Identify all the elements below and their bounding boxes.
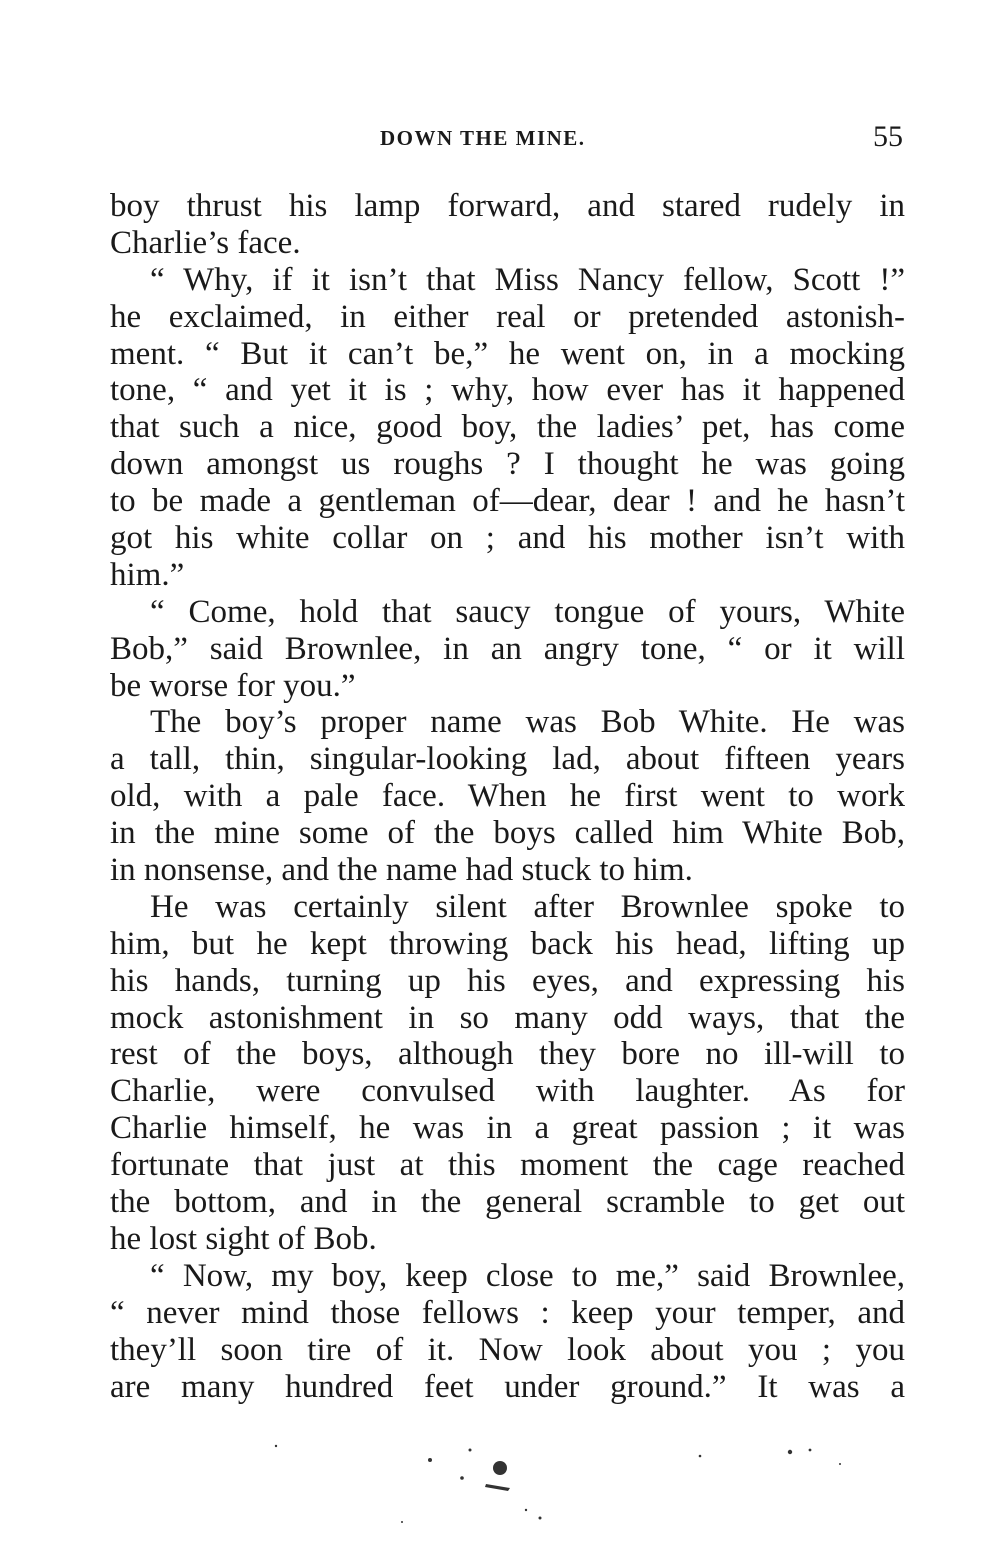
text-line: Charlie himself, he was in a great passion ; it was [110, 1110, 905, 1147]
text-line: him.” [110, 556, 185, 593]
page-header [110, 120, 905, 160]
text-line: rest of the boys, although they bore no ill-will to [110, 1036, 905, 1073]
text-line: “ Come, hold that saucy tongue of yours, White [150, 593, 905, 630]
text-line: he exclaimed, in either real or pretended astonish- [110, 298, 905, 335]
text-line: in nonsense, and the name had stuck to him. [110, 852, 693, 889]
text-line: are many hundred feet under ground.” It was a [110, 1368, 905, 1405]
text-line: boy thrust his lamp forward, and stared rudely in [110, 188, 905, 224]
text-line: old, with a pale face. When he first went to work [110, 778, 905, 815]
running-title: DOWN THE MINE. [380, 126, 586, 150]
text-line: that such a nice, good boy, the ladies’ pet, has come [110, 409, 905, 446]
text-line: “ Why, if it isn’t that Miss Nancy fellow, Scott !” [150, 261, 905, 298]
text-line: Charlie’s face. [110, 224, 301, 261]
text-line: they’ll soon tire of it. Now look about you ; you [110, 1331, 905, 1368]
text-line: “ Now, my boy, keep close to me,” said Brownlee, [150, 1257, 905, 1294]
text-line: be worse for you.” [110, 667, 356, 704]
text-line: him, but he kept throwing back his head, lifting up [110, 925, 905, 962]
text-line: his hands, turning up his eyes, and expressing his [110, 962, 905, 999]
text-line: He was certainly silent after Brownlee spoke to [150, 888, 905, 925]
text-line: fortunate that just at this moment the cage reached [110, 1147, 905, 1184]
text-line: he lost sight of Bob. [110, 1220, 377, 1257]
body-text [110, 188, 905, 1405]
text-line: ment. “ But it can’t be,” he went on, in a mocking [110, 335, 905, 372]
text-line: a tall, thin, singular-looking lad, about fifteen years [110, 741, 905, 778]
print-specks [0, 1420, 1000, 1546]
text-line: down amongst us roughs ? I thought he was going [110, 446, 905, 483]
text-line: got his white collar on ; and his mother isn’t with [110, 520, 905, 557]
text-line: the bottom, and in the general scramble to get out [110, 1184, 905, 1221]
text-line: Charlie, were convulsed with laughter. As for [110, 1073, 905, 1110]
text-line: Bob,” said Brownlee, in an angry tone, “ or it will [110, 630, 905, 667]
text-line: tone, “ and yet it is ; why, how ever has it happened [110, 372, 905, 409]
page-number: 55 [873, 120, 903, 153]
text-line: mock astonishment in so many odd ways, that the [110, 999, 905, 1036]
text-line: “ never mind those fellows : keep your temper, and [110, 1294, 905, 1331]
text-line: to be made a gentleman of—dear, dear ! and he hasn’t [110, 483, 905, 520]
text-line: The boy’s proper name was Bob White. He was [150, 704, 905, 741]
text-line: in the mine some of the boys called him White Bob, [110, 815, 905, 852]
